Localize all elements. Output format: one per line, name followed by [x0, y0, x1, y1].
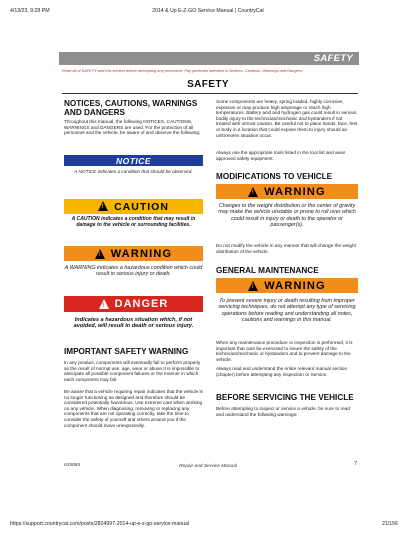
modifications-warning-signal-word — [216, 184, 358, 199]
warning-signal-word — [64, 246, 203, 261]
tools-paragraph: Always use the appropriate tools listed in the tool list and wear approved safety equipment. — [216, 150, 346, 161]
warning-text: A WARNING indicates a hazardous condition which could result in serious injury or death. — [64, 265, 203, 278]
title-divider — [62, 93, 358, 94]
section-banner — [59, 52, 359, 65]
important-paragraph-2: Be aware that a vehicle requiring repair indicates that the vehicle is no longer functioning as designed and therefore should be considered potentially hazardous. Use extreme care when working on any vehicle. When diagnosing, removing or replacing any components that are not operating correctly, take the time to consider the safety of yourself and others around you if the component should move unexpectedly. — [64, 389, 203, 428]
heading-important-safety: IMPORTANT SAFETY WARNING — [64, 347, 189, 356]
danger-label: DANGER — [114, 298, 169, 310]
print-page-count: 21/156 — [382, 521, 398, 527]
page-title: SAFETY — [187, 79, 229, 90]
read-all-note: Read all of SAFETY and this section before attempting any procedure. Pay particular attention to Notices, Cautions, Warnings and Dangers. — [62, 68, 303, 73]
print-url[interactable]: https://support.countrycat.com/posts/2824997-2014-up-e-z-go-service-manual — [10, 521, 190, 527]
danger-signal-word — [64, 296, 203, 312]
manual-name: Repair and Service Manual — [179, 464, 237, 469]
notice-label: NOTICE — [115, 155, 152, 166]
caution-signal-word — [64, 199, 203, 214]
maintenance-paragraph-1: When any maintenance procedure or inspection is performed, it is important that care be exercised to insure the safety of the technician/mechanic or bystanders and to prevent damage to the vehicle. — [216, 340, 353, 362]
caution-label: CAUTION — [114, 200, 169, 213]
alert-triangle-icon: ! — [248, 187, 258, 197]
banner-label: SAFETY — [313, 53, 353, 64]
modifications-warning-text: Changes to the weight distribution or the center of gravity may make the vehicle unstable or prone to roll over which could result in injury or death to the operator or passenger(s). — [218, 203, 356, 228]
caution-text: A CAUTION indicates a condition that may result in damage to the vehicle or surrounding facilities. — [71, 216, 196, 228]
print-datetime: 4/13/23, 9:28 PM — [10, 8, 50, 14]
alert-triangle-icon: ! — [248, 281, 258, 291]
maintenance-warning-label: WARNING — [264, 279, 326, 292]
heading-before-servicing: BEFORE SERVICING THE VEHICLE — [216, 393, 354, 402]
alert-triangle-icon: ! — [95, 249, 105, 259]
alert-triangle-icon: ! — [98, 201, 108, 211]
alert-triangle-icon: ! — [99, 299, 109, 309]
part-number: 635085 — [64, 463, 81, 468]
heading-notices: NOTICES, CAUTIONS, WARNINGS AND DANGERS — [64, 99, 198, 117]
modifications-warning-label: WARNING — [264, 185, 326, 198]
notice-text: A NOTICE indicates a condition that should be observed. — [74, 169, 193, 174]
print-title: 2014 & Up E-Z-GO Service Manual | CountryCat — [152, 8, 264, 14]
maintenance-warning-signal-word — [216, 278, 358, 293]
modifications-paragraph: Do not modify the vehicle in any manner that will change the weight distribution of the vehicle. — [216, 243, 356, 254]
warning-label: WARNING — [110, 247, 173, 260]
maintenance-paragraph-2: Always read and understand the entire relevant manual section (chapter) before attempting any inspection or Service. — [216, 366, 348, 377]
danger-text: Indicates a hazardous situation which, if not avoided, will result in death or serious injury. — [73, 317, 194, 330]
heading-general-maintenance: GENERAL MAINTENANCE — [216, 266, 319, 275]
heading-modifications: MODIFICATIONS TO VEHICLE — [216, 172, 333, 181]
important-paragraph-1: In any product, components will eventually fail to perform properly as the result of normal use, age, wear or abuse.It is impossible to anticipate all possible component failures or the manner in which each component may fail. — [64, 360, 201, 382]
page-number: 7 — [354, 461, 358, 467]
notices-paragraph: Throughout this manual, the following NOTICES, CAUTIONS, WARNINGS and DANGERS are used. For the protection of all personnel and the vehicle, be aware of and observe the following: — [64, 119, 201, 136]
notice-signal-word — [64, 155, 203, 166]
components-paragraph: Some components are heavy, spring loaded, highly corrosive, explosive or may produce high amperage or reach high temperatures. Battery acid and hydrogen gas could result in serious bodily injury to the technician/mechanic and bystanders if not treated with utmost caution. Be careful not to place hands, face, feet or body in a location that could expose them to injury should an unforeseen situation occur. — [216, 99, 358, 138]
maintenance-warning-text: To prevent severe injury or death resulting from improper servicing techniques, do not attempt any type of servicing operations before reading and understanding all notes, cautions and warnings in this manual. — [218, 298, 356, 323]
before-servicing-paragraph: Before attempting to inspect or service a vehicle, be sure to read and understand the following warnings: — [216, 406, 350, 417]
